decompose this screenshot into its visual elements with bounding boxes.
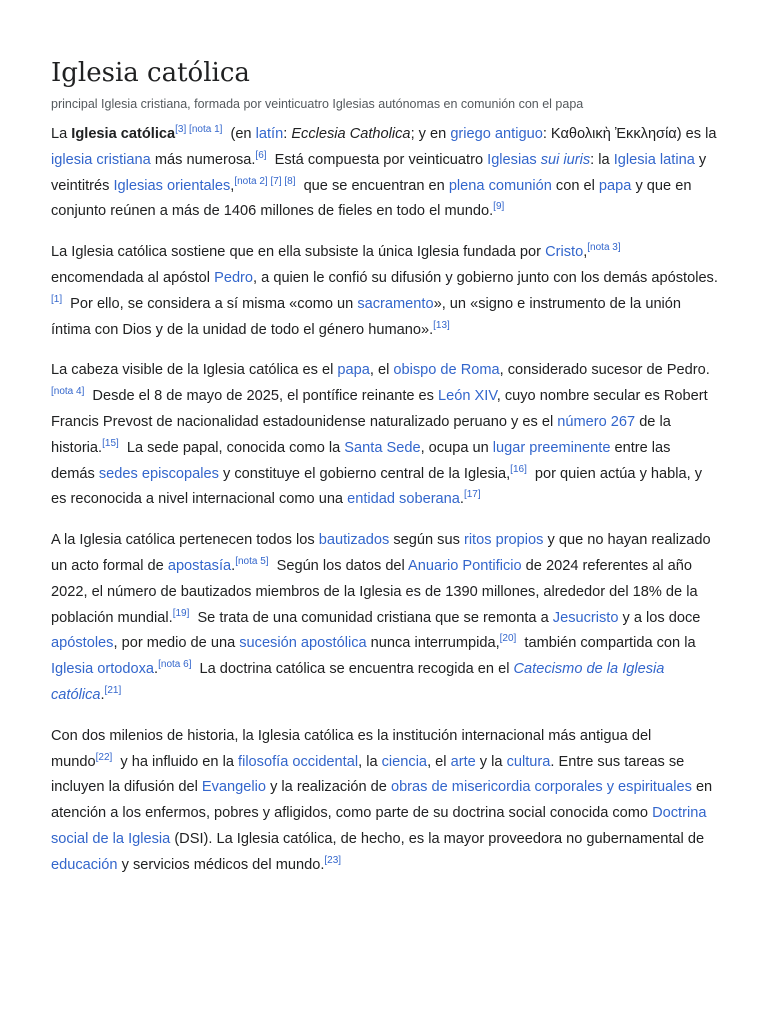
text: . bbox=[100, 686, 105, 703]
text: según sus bbox=[389, 532, 464, 549]
text: . Entre sus tareas se incluyen la difusión del bbox=[51, 753, 685, 796]
text: La sede papal, conocida como la bbox=[122, 439, 345, 456]
link-obispo-de-roma[interactable]: obispo de Roma bbox=[393, 362, 500, 379]
note-link[interactable]: [nota 3] bbox=[587, 242, 621, 254]
text: . bbox=[231, 557, 236, 574]
link-latin[interactable]: latín bbox=[255, 126, 284, 142]
text: , ocupa un bbox=[420, 439, 493, 456]
text: Por ello, se considera a sí misma «como un bbox=[66, 295, 358, 312]
link-sacramento[interactable]: sacramento bbox=[357, 295, 434, 312]
citation-link[interactable]: [6] bbox=[255, 149, 267, 161]
text: : la bbox=[590, 151, 614, 168]
citation bbox=[96, 752, 113, 763]
link-pedro[interactable]: Pedro bbox=[214, 269, 254, 286]
citation bbox=[158, 659, 191, 670]
text: , a quien le confió su difusión y gobierno junto con los demás apóstoles. bbox=[253, 269, 718, 286]
text: nunca interrumpida, bbox=[366, 635, 500, 652]
link-entidad-soberana[interactable]: entidad soberana bbox=[347, 491, 460, 508]
text: y servicios médicos del mundo. bbox=[117, 856, 325, 873]
citation bbox=[587, 242, 620, 253]
paragraph-5 bbox=[51, 724, 718, 879]
citation bbox=[255, 150, 266, 161]
link-papa[interactable]: papa bbox=[337, 362, 370, 379]
link-iglesias-sui-iuris[interactable] bbox=[487, 152, 590, 168]
text: : Καθολικὴ Ἐκκλησία) es la bbox=[542, 126, 717, 142]
citation-link[interactable]: [8] bbox=[284, 175, 296, 187]
link-sucesion-apostolica[interactable]: sucesión apostólica bbox=[239, 635, 367, 652]
link-doctrina-social[interactable]: Doctrina social de la Iglesia bbox=[51, 805, 707, 847]
link-iglesia-cristiana[interactable]: iglesia cristiana bbox=[51, 151, 151, 168]
text: y a los doce bbox=[618, 609, 701, 626]
text: . bbox=[459, 491, 464, 508]
text: , bbox=[583, 244, 588, 261]
text: A la Iglesia católica pertenecen todos los bbox=[51, 532, 319, 549]
text: que se encuentran en bbox=[299, 177, 449, 194]
text: por quien actúa y habla, y es reconocida a nivel internacional como una bbox=[51, 465, 703, 508]
link-griego-antiguo[interactable]: griego antiguo bbox=[450, 126, 543, 142]
paragraph-2 bbox=[51, 240, 718, 343]
link-text-italic: sui iuris bbox=[540, 151, 591, 168]
citation-link[interactable]: [17] bbox=[463, 489, 481, 501]
citation bbox=[324, 855, 341, 866]
text: con el bbox=[551, 177, 599, 194]
text: . bbox=[154, 661, 159, 678]
link-sedes-episcopales[interactable]: sedes episcopales bbox=[98, 465, 219, 482]
link-iglesia-ortodoxa[interactable]: Iglesia ortodoxa bbox=[51, 661, 155, 678]
citation-link[interactable]: [15] bbox=[102, 437, 119, 449]
link-filosofia-occidental[interactable]: filosofía occidental bbox=[238, 753, 359, 770]
text: encomendada al apóstol bbox=[51, 269, 215, 286]
bold-term: Iglesia católica bbox=[71, 126, 176, 142]
text: La cabeza visible de la Iglesia católica es el bbox=[51, 362, 338, 379]
citation-link[interactable]: [22] bbox=[95, 751, 113, 763]
citation bbox=[500, 633, 517, 644]
text: La bbox=[51, 126, 72, 142]
citation-link[interactable]: [3] bbox=[175, 124, 187, 135]
citation bbox=[51, 386, 84, 397]
text: (DSI). La Iglesia católica, de hecho, es la mayor proveedora no gubernamental de bbox=[170, 830, 705, 847]
text: , considerado sucesor de Pedro. bbox=[499, 362, 710, 379]
citation bbox=[234, 176, 295, 187]
note-link[interactable]: [nota 6] bbox=[158, 659, 192, 671]
link-bautizados[interactable]: bautizados bbox=[318, 532, 390, 549]
citation-link[interactable]: [21] bbox=[104, 684, 122, 696]
link-evangelio[interactable]: Evangelio bbox=[201, 779, 267, 796]
note-link[interactable]: [nota 4] bbox=[51, 386, 85, 398]
latin-term: Ecclesia Catholica bbox=[291, 126, 411, 142]
citation bbox=[510, 464, 527, 475]
text: , la bbox=[358, 753, 382, 770]
link-lugar-preeminente[interactable]: lugar preeminente bbox=[492, 439, 611, 456]
citation-link[interactable]: [13] bbox=[433, 319, 450, 331]
text: en atención a los enfermos, pobres y afligidos, como parte de su doctrina social conocida como bbox=[51, 779, 713, 822]
link-ciencia[interactable]: ciencia bbox=[381, 753, 428, 770]
link-iglesia-latina[interactable]: Iglesia latina bbox=[613, 151, 695, 168]
text: , cuyo nombre secular es Robert Francis Prevost de nacionalidad estadounidense naturalizado peruano y es el bbox=[51, 388, 708, 430]
note-link[interactable]: [nota 2] bbox=[234, 175, 268, 187]
text: ; y en bbox=[410, 126, 451, 142]
text: Según los datos del bbox=[272, 557, 409, 574]
link-catecismo[interactable]: Catecismo de la Iglesia católica bbox=[51, 661, 665, 703]
link-educacion[interactable]: educación bbox=[51, 856, 118, 873]
text: y que no hayan realizado un acto formal de bbox=[51, 532, 711, 574]
note-link[interactable]: [nota 1] bbox=[189, 124, 223, 135]
text: , el bbox=[369, 362, 394, 379]
text: Con dos milenios de historia, la Iglesia católica es la institución internacional más antigua del mundo bbox=[51, 727, 652, 770]
text: La Iglesia católica sostiene que en ella subsiste la única Iglesia fundada por bbox=[51, 244, 546, 261]
link-apostoles[interactable]: apóstoles bbox=[51, 635, 114, 652]
citation-link[interactable]: [9] bbox=[493, 201, 505, 213]
link-cultura[interactable]: cultura bbox=[506, 753, 551, 770]
citation bbox=[493, 201, 504, 212]
paragraph-1 bbox=[51, 122, 718, 225]
text: Se trata de una comunidad cristiana que se remonta a bbox=[193, 609, 553, 626]
paragraph-3 bbox=[51, 358, 718, 513]
link-apostasia[interactable]: apostasía bbox=[167, 557, 232, 574]
text: también compartida con la bbox=[520, 635, 696, 652]
text: y veintitrés bbox=[51, 151, 707, 194]
text: y la realización de bbox=[266, 779, 391, 796]
text: La doctrina católica se encuentra recogida en el bbox=[195, 661, 514, 678]
link-obras-de-misericordia[interactable]: obras de misericordia corporales y espirituales bbox=[390, 779, 692, 796]
paragraph-4 bbox=[51, 528, 718, 709]
citation-link[interactable]: [20] bbox=[499, 633, 517, 645]
text: de 2024 referentes al año 2022, el número de bautizados miembros de la Iglesia es de 1390 millones, alrededor del 18% de la población mundial. bbox=[51, 557, 698, 626]
citation bbox=[173, 608, 190, 619]
page-subtitle: principal Iglesia cristiana, formada por veinticuatro Iglesias autónomas en comunión con el papa bbox=[51, 97, 584, 111]
citation bbox=[433, 320, 450, 331]
text: y constituye el gobierno central de la Iglesia, bbox=[218, 465, 511, 482]
link-leon-xiv[interactable]: León XIV bbox=[438, 388, 497, 405]
citation-link[interactable]: [7] bbox=[270, 175, 282, 187]
link-papa[interactable]: papa bbox=[598, 177, 632, 194]
citation bbox=[464, 489, 481, 500]
link-numero-267[interactable]: número 267 bbox=[557, 413, 636, 430]
link-iglesias-orientales[interactable]: Iglesias orientales bbox=[113, 177, 231, 194]
link-jesucristo[interactable]: Jesucristo bbox=[552, 609, 619, 626]
text: Desde el 8 de mayo de 2025, el pontífice reinante es bbox=[88, 388, 439, 405]
text: y que en conjunto reúnen a más de 1406 millones de fieles en todo el mundo. bbox=[51, 177, 692, 220]
citation bbox=[51, 294, 62, 305]
citation-link[interactable]: [23] bbox=[324, 854, 342, 866]
link-text: Iglesias bbox=[487, 151, 541, 168]
citation-link[interactable]: [1] bbox=[51, 293, 63, 305]
text: , el bbox=[427, 753, 451, 770]
note-link[interactable]: [nota 5] bbox=[235, 555, 269, 567]
text: , por medio de una bbox=[113, 635, 240, 652]
text: y la bbox=[475, 753, 507, 770]
text: (en bbox=[226, 126, 256, 142]
citation-link[interactable]: [19] bbox=[172, 607, 190, 619]
citation bbox=[175, 124, 222, 135]
citation-link[interactable]: [16] bbox=[510, 463, 527, 475]
page-title: Iglesia católica bbox=[51, 58, 250, 88]
text: », un «signo e instrumento de la unión íntima con Dios y de la unidad de todo el género humano». bbox=[51, 295, 682, 338]
text: , bbox=[230, 177, 235, 194]
link-plena-comunion[interactable]: plena comunión bbox=[448, 177, 552, 194]
text: de la historia. bbox=[51, 413, 671, 456]
link-ritos-propios[interactable]: ritos propios bbox=[463, 532, 544, 549]
citation bbox=[235, 556, 268, 567]
link-cristo[interactable]: Cristo bbox=[545, 244, 584, 261]
text: y ha influido en la bbox=[116, 753, 239, 770]
link-arte[interactable]: arte bbox=[450, 753, 476, 770]
citation bbox=[102, 438, 119, 449]
text: entre las demás bbox=[51, 439, 671, 482]
link-anuario-pontificio[interactable]: Anuario Pontificio bbox=[408, 557, 522, 574]
citation bbox=[105, 685, 122, 696]
link-santa-sede[interactable]: Santa Sede bbox=[344, 439, 421, 456]
text: Está compuesta por veinticuatro bbox=[270, 151, 488, 168]
text: : bbox=[283, 126, 292, 142]
text: más numerosa. bbox=[150, 151, 256, 168]
